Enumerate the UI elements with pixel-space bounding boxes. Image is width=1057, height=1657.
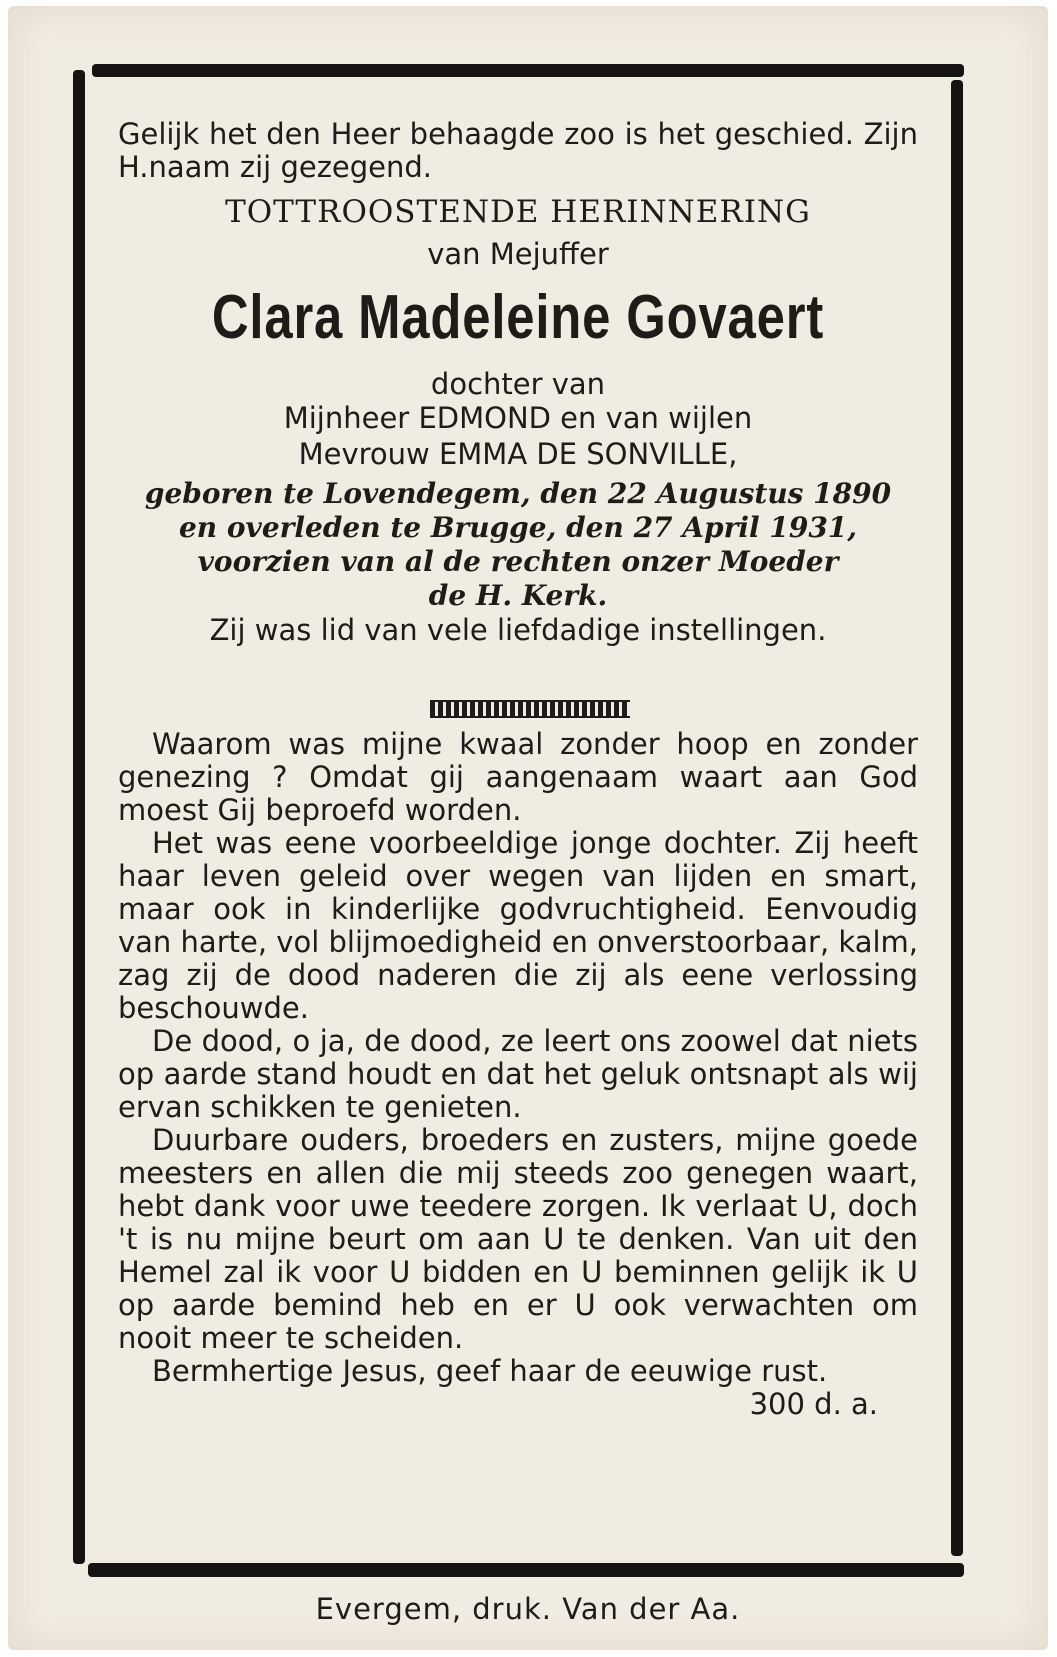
paragraph-3: De dood, o ja, de dood, ze leert ons zoowel dat niets op aarde stand houdt en dat het geluk ontsnapt als wij ervan schikken te genieten.	[118, 1024, 918, 1124]
birth-line: geboren te Lovendegem, den 22 Augustus 1890	[144, 477, 892, 510]
sacraments-line: voorzien van al de rechten onzer Moeder	[197, 545, 839, 578]
mother-line: Mevrouw EMMA DE SONVILLE,	[298, 437, 738, 471]
closing-row	[118, 1388, 918, 1421]
paragraph-1: Waarom was mijne kwaal zonder hoop en zonder genezing ? Omdat gij aangenaam waart aan God moest Gij beproefd worden.	[118, 727, 918, 827]
printer-imprint: Evergem, druk. Van der Aa.	[315, 1592, 741, 1626]
mourning-border-left	[73, 70, 85, 1564]
card-title: TOTTROOSTENDE HERINNERING	[225, 194, 811, 230]
relation-line: dochter van	[430, 367, 606, 401]
sacraments-line-2: de H. Kerk.	[428, 579, 608, 612]
mourning-border-top	[92, 64, 964, 77]
membership-line: Zij was lid van vele liefdadige instellingen.	[209, 613, 827, 647]
death-line: en overleden te Brugge, den 27 April 1931,	[178, 511, 858, 544]
paragraph-2: Het was eene voorbeeldige jonge dochter. Zij heeft haar leven geleid over wegen van lijden en smart, maar ook in kinderlijke godvruchtigheid. Eenvoudig van harte, vol blijmoedigheid en onverstoorbaar, kalm, zag zij de dood naderen die zij als eene verlossing beschouwde.	[118, 826, 918, 1025]
indulgence-note: 300 d. a.	[749, 1387, 878, 1421]
body-text	[118, 728, 918, 1421]
card-subtitle: van Mejuffer	[427, 237, 609, 271]
father-line: Mijnheer EDMOND en van wijlen	[283, 401, 753, 435]
paragraph-4: Duurbare ouders, broeders en zusters, mijne goede meesters en allen die mij steeds zoo genegen waart, hebt dank voor uwe teedere zorgen. Ik verlaat U, doch 't is nu mijne beurt om aan U te denken. Van uit den Hemel zal ik voor U bidden en U beminnen gelijk ik U op aarde bemind heb en er U ook verwachten om nooit meer te scheiden.	[118, 1123, 918, 1355]
mourning-border-bottom	[88, 1563, 964, 1577]
opening-verse: Gelijk het den Heer behaagde zoo is het geschied. Zijn H.naam zij gezegend.	[118, 117, 918, 184]
ornament-divider	[430, 700, 630, 718]
deceased-name: Clara Madeleine Govaert	[211, 283, 825, 352]
mourning-border-right	[951, 80, 963, 1556]
prayer-line: Bermhertige Jesus, geef haar de eeuwige rust.	[152, 1354, 828, 1388]
